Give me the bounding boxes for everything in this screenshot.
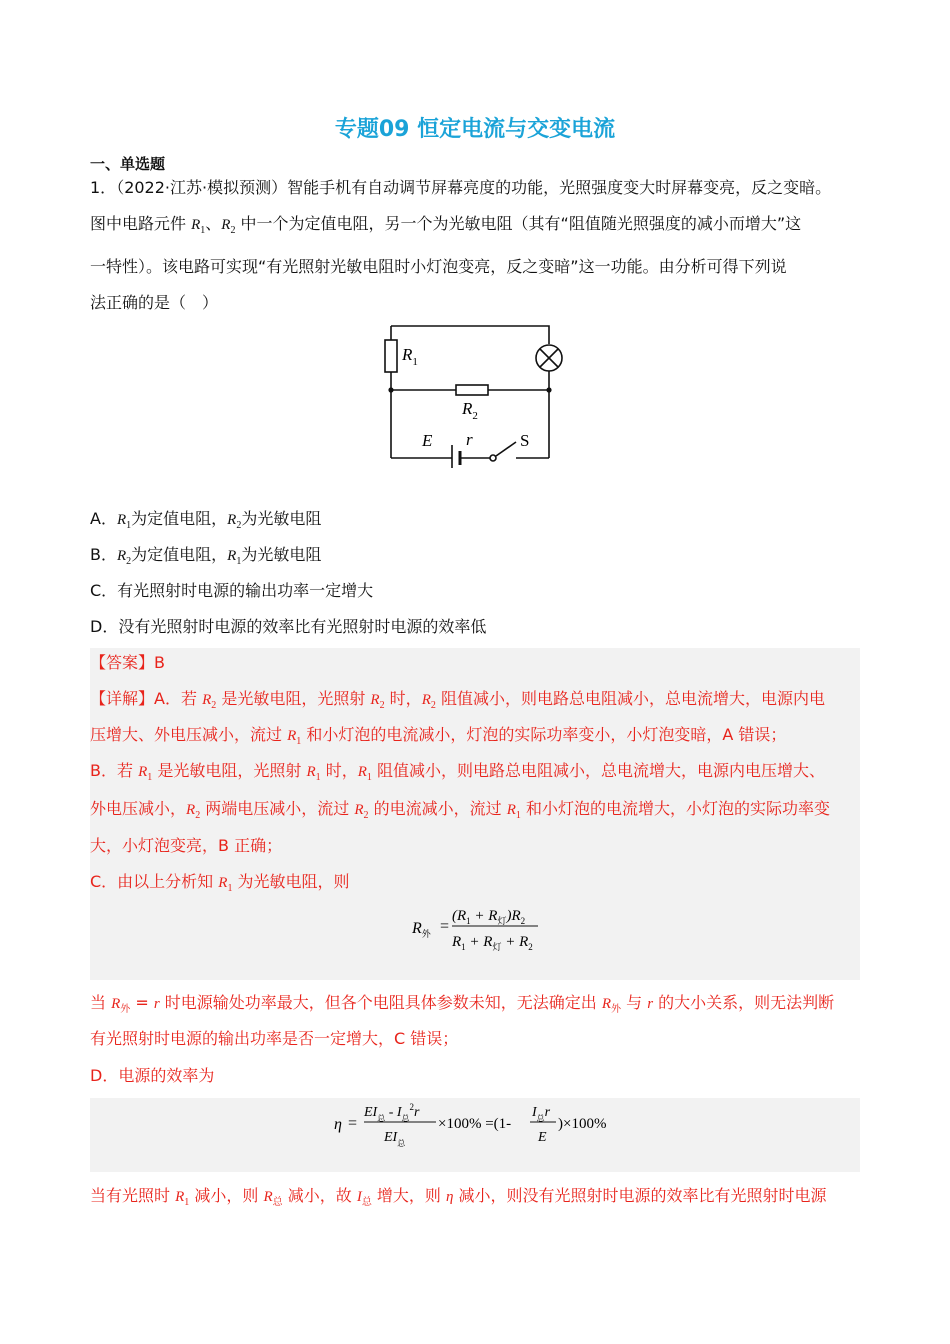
stem-line-2: 图中电路元件 $R_1$、$R_2$ 中一个为定值电阻，另一个为光敏电阻（其有“阻值随光照强度的减小而增大”这 — [90, 214, 802, 236]
formula-efficiency — [330, 1098, 630, 1158]
question-stem — [90, 170, 865, 321]
junction-left — [388, 387, 393, 392]
answer-label: 【答案】B — [90, 653, 165, 672]
detail-line-1: 【详解】A．若 $R_2$ 是光敏电阻，光照射 $R_2$ 时，$R_2$ 阻值减小，则电路总电阻减小，总电流增大，电源内电 — [90, 689, 825, 711]
svg-text:=: = — [348, 1115, 358, 1132]
svg-text:=: = — [440, 918, 450, 935]
section-heading: 一、单选题 — [90, 155, 166, 173]
detail-line-7: 当 $R_外 = r$ 时电源输处功率最大，但各个电阻具体参数未知，无法确定出 $R_外$ 与 r 的大小关系，则无法判断 — [90, 993, 835, 1015]
detail-line-9: D．电源的效率为 — [90, 1066, 215, 1085]
label-s: S — [520, 431, 530, 450]
circuit-diagram — [380, 318, 570, 468]
resistor-r2 — [456, 385, 488, 395]
switch-contact — [490, 455, 496, 461]
page-title: 专题09 恒定电流与交变电流 — [334, 117, 616, 142]
symbol-r2: $R_2$ — [221, 217, 236, 236]
option-a: A．$R_1$为定值电阻，$R_2$为光敏电阻 — [90, 509, 322, 531]
resistor-r1 — [385, 340, 397, 372]
option-b: B．$R_2$为定值电阻，$R_1$为光敏电阻 — [90, 545, 322, 567]
svg-text:E: E — [538, 1130, 547, 1145]
option-c: C．有光照射时电源的输出功率一定增大 — [90, 581, 374, 600]
stem-line-1: 1．（2022·江苏·模拟预测）智能手机有自动调节屏幕亮度的功能，光照强度变大时屏幕变亮，反之变暗。 — [90, 178, 832, 197]
label-e: E — [422, 431, 433, 450]
svg-text:R外: $R_外$ — [412, 920, 431, 939]
formula-r-external — [408, 900, 558, 960]
option-d: D．没有光照射时电源的效率比有光照射时电源的效率低 — [90, 617, 487, 636]
label-r: r — [466, 430, 473, 449]
svg-text:(R1 + R灯)R2: $(R_1 + R_灯)R_2$ — [452, 908, 526, 926]
detail-line-4: 外电压减小，$R_2$ 两端电压减小，流过 $R_2$ 的电流减小，流过 $R_1$ 和小灯泡的电流增大，小灯泡的实际功率变 — [90, 799, 830, 821]
junction-right — [546, 387, 551, 392]
question-number: 1． — [90, 178, 117, 197]
detail-line-10: 当有光照时 $R_1$ 减小，则 $R_总$ 减小，故 $I_总$ 增大，则 η 减小，则没有光照射时电源的效率比有光照射时电源 — [90, 1186, 827, 1208]
svg-text:I总r: $I_总r$ — [532, 1105, 551, 1123]
svg-text:EI总: $EI_总$ — [384, 1130, 406, 1148]
detail-line-3: B．若 $R_1$ 是光敏电阻，光照射 $R_1$ 时，$R_1$ 阻值减小，则电路总电阻减小，总电流增大，电源内电压增大、 — [90, 761, 825, 783]
svg-text:×100% =(1-: ×100% =(1- — [438, 1116, 512, 1132]
symbol-r1: $R_1$ — [191, 217, 206, 236]
switch-blade — [496, 442, 516, 456]
svg-text:)×100%: )×100% — [558, 1116, 607, 1132]
detail-line-8: 有光照射时电源的输出功率是否一定增大，C 错误； — [90, 1029, 459, 1048]
label-r1: $R_1$ — [402, 345, 418, 368]
stem-line-3: 一特性）。该电路可实现“有光照射光敏电阻时小灯泡变亮，反之变暗”这一功能。由分析可得下列说 — [90, 257, 787, 276]
detail-line-5: 大，小灯泡变亮，B 正确； — [90, 836, 283, 855]
svg-text:η: η — [334, 1116, 342, 1133]
svg-text:EI总 - I总2r: $EI_总 - I_总^2r$ — [364, 1102, 420, 1123]
svg-text:R1 + R灯 + R2: $R_1 + R_灯 + R_2$ — [452, 934, 533, 952]
detail-line-2: 压增大、外电压减小，流过 $R_1$ 和小灯泡的电流减小，灯泡的实际功率变小，小灯泡变暗，A 错误； — [90, 725, 787, 747]
detail-line-6: C．由以上分析知 $R_1$ 为光敏电阻，则 — [90, 872, 350, 894]
label-r2: $R_2$ — [462, 399, 478, 422]
stem-line-4: 法正确的是（ ） — [90, 293, 219, 312]
